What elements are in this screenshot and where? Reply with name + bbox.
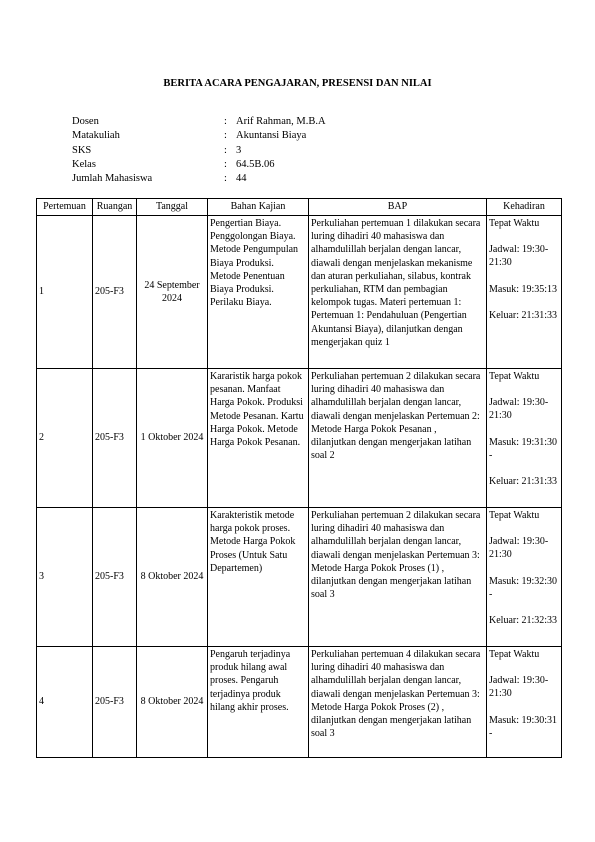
info-value: 3 <box>236 144 242 156</box>
cell-kehadiran <box>487 369 562 508</box>
cell-bahan-kajian: Pengaruh terjadinya produk hilang awal proses. Pengaruh terjadinya produk hilang akhir proses. <box>208 647 309 758</box>
cell-ruangan: 205-F3 <box>93 369 137 508</box>
cell-kehadiran <box>487 508 562 647</box>
info-row-sks <box>72 144 326 158</box>
info-colon: : <box>224 173 227 185</box>
cell-bap: Perkuliahan pertemuan 4 dilakukan secara luring dihadiri 40 mahasiswa dan alhamdulillah berjalan dengan lancar, diawali dengan menjelaskan Pertemuan 3: Metode Harga Pokok Proses (2) , dilanjutkan dengan mengerjakan latihan soal 3 <box>309 647 487 758</box>
info-value: 44 <box>236 173 247 185</box>
attendance-keluar: Keluar: 21:31:33 <box>489 476 558 488</box>
info-label: SKS <box>72 144 92 156</box>
cell-pertemuan: 2 <box>37 369 93 508</box>
info-row-dosen <box>72 115 326 129</box>
cell-pertemuan: 3 <box>37 508 93 647</box>
info-row-matakuliah <box>72 129 326 143</box>
course-info <box>72 115 326 186</box>
info-value: Arif Rahman, M.B.A <box>236 116 326 127</box>
attendance-jadwal: Jadwal: 19:30-21:30 <box>489 536 549 561</box>
table-row <box>37 508 562 647</box>
cell-bap: Perkuliahan pertemuan 2 dilakukan secara luring dihadiri 40 mahasiswa dan alhamdulillah berjalan dengan lancar, diawali dengan menjelaskan Pertemuan 2: Metode Harga Pokok Pesanan , dilanjutkan dengan mengerjakan latihan soal 2 <box>309 369 487 508</box>
info-colon: : <box>224 116 227 127</box>
table-row <box>37 216 562 369</box>
attendance-status: Tepat Waktu <box>489 510 540 521</box>
attendance-keluar: Keluar: 21:31:33 <box>489 309 558 321</box>
info-colon: : <box>224 144 227 156</box>
cell-bap: Perkuliahan pertemuan 2 dilakukan secara luring dihadiri 40 mahasiswa dan alhamdulillah berjalan dengan lancar, diawali dengan menjelaskan Pertemuan 3: Metode Harga Pokok Proses (1) , dilanjutkan dengan mengerjakan latihan soal 3 <box>309 508 487 647</box>
cell-tanggal: 1 Oktober 2024 <box>137 369 208 508</box>
attendance-status: Tepat Waktu <box>489 371 540 382</box>
info-label: Matakuliah <box>72 130 120 142</box>
info-row-jumlah-mahasiswa <box>72 172 326 186</box>
table-header-row <box>37 199 562 216</box>
info-colon: : <box>224 130 227 142</box>
cell-pertemuan: 4 <box>37 647 93 758</box>
table-row <box>37 369 562 508</box>
header-ruangan: Ruangan <box>93 199 137 216</box>
info-label: Dosen <box>72 116 99 127</box>
cell-kehadiran <box>487 647 562 758</box>
header-kehadiran: Kehadiran <box>487 199 562 216</box>
info-label: Kelas <box>72 158 96 170</box>
attendance-keluar: Keluar: 21:32:33 <box>489 615 558 627</box>
info-row-kelas <box>72 158 326 172</box>
info-colon: : <box>224 158 227 170</box>
attendance-jadwal: Jadwal: 19:30-21:30 <box>489 244 549 269</box>
attendance-masuk: Masuk: 19:35:13 <box>489 283 558 295</box>
header-bap: BAP <box>309 199 487 216</box>
page-title: BERITA ACARA PENGAJARAN, PRESENSI DAN NILAI <box>163 78 432 89</box>
info-value: Akuntansi Biaya <box>236 130 307 142</box>
header-tanggal: Tanggal <box>137 199 208 216</box>
attendance-table <box>36 198 562 758</box>
info-value: 64.5B.06 <box>236 158 275 170</box>
header-bahan-kajian: Bahan Kajian <box>208 199 309 216</box>
cell-bahan-kajian: Karakteristik metode harga pokok proses. Metode Harga Pokok Proses (Untuk Satu Departemen) <box>208 508 309 647</box>
attendance-jadwal: Jadwal: 19:30-21:30 <box>489 675 549 700</box>
attendance-status: Tepat Waktu <box>489 649 540 660</box>
cell-bahan-kajian: Kararistik harga pokok pesanan. Manfaat Harga Pokok. Produksi Metode Pesanan. Kartu Harga Pokok. Metode Harga Pokok Pesanan. <box>208 369 309 508</box>
cell-tanggal: 24 September 2024 <box>137 216 208 369</box>
cell-ruangan: 205-F3 <box>93 216 137 369</box>
attendance-status: Tepat Waktu <box>489 218 540 229</box>
cell-bap: Perkuliahan pertemuan 1 dilakukan secara luring dihadiri 40 mahasiswa dan alhamdulillah berjalan dengan lancar, diawali dengan menjelaskan mekanisme dan aturan perkuliahan, silabus, kontrak perkuliahan, RTM dan pembagian kelompok tugas. Materi pertemuan 1: Pertemuan 1: Pendahuluan (Pengertian Akuntansi Biaya), dilanjutkan dengan mengerjakan quiz 1 <box>309 216 487 369</box>
cell-tanggal: 8 Oktober 2024 <box>137 508 208 647</box>
cell-ruangan: 205-F3 <box>93 508 137 647</box>
cell-kehadiran <box>487 216 562 369</box>
attendance-masuk: Masuk: 19:32:30 - <box>489 575 558 600</box>
cell-tanggal: 8 Oktober 2024 <box>137 647 208 758</box>
header-pertemuan: Pertemuan <box>37 199 93 216</box>
cell-pertemuan: 1 <box>37 216 93 369</box>
table-row <box>37 647 562 758</box>
attendance-masuk: Masuk: 19:31:30 - <box>489 436 558 461</box>
info-label: Jumlah Mahasiswa <box>72 173 153 185</box>
attendance-masuk: Masuk: 19:30:31 - <box>489 714 558 739</box>
cell-bahan-kajian: Pengertian Biaya. Penggolongan Biaya. Metode Pengumpulan Biaya Produksi. Metode Penentuan Biaya Produksi. Perilaku Biaya. <box>208 216 309 369</box>
cell-ruangan: 205-F3 <box>93 647 137 758</box>
attendance-jadwal: Jadwal: 19:30-21:30 <box>489 397 549 422</box>
